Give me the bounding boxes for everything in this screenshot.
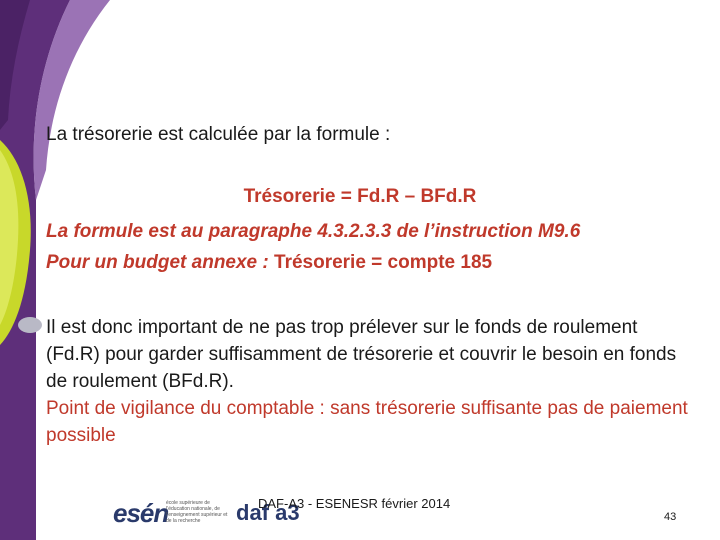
annex-prefix: Pour un budget annexe : [46, 252, 275, 273]
esen-tagline: école supérieure de l’éducation nationale, de l’enseignement supérieur et de la recherche [166, 500, 228, 524]
annex-line [46, 252, 492, 274]
formula-text: Trésorerie = Fd.R – BFd.R [243, 186, 477, 207]
footer-title: DAF-A3 - ESENESR février 2014 [258, 496, 451, 511]
intro-text: La trésorerie est calculée par la formule : [46, 124, 391, 145]
explanation-paragraph [46, 314, 696, 449]
bullet-dot [18, 317, 42, 333]
page-number: 43 [664, 511, 677, 523]
vigilance-note: Point de vigilance du comptable : sans trésorerie suffisante pas de paiement possible [46, 398, 688, 446]
reference-line: La formule est au paragraphe 4.3.2.3.3 de l’instruction M9.6 [46, 221, 581, 242]
esen-logo: esén [113, 498, 169, 528]
daf-logo: daf a3 [236, 500, 300, 525]
paragraph-main: Il est donc important de ne pas trop prélever sur le fonds de roulement (Fd.R) pour garder suffisamment de trésorerie et couvrir le besoin en fonds de roulement (BFd.R). [46, 317, 677, 392]
annex-value: Trésorerie = compte 185 [274, 252, 493, 273]
